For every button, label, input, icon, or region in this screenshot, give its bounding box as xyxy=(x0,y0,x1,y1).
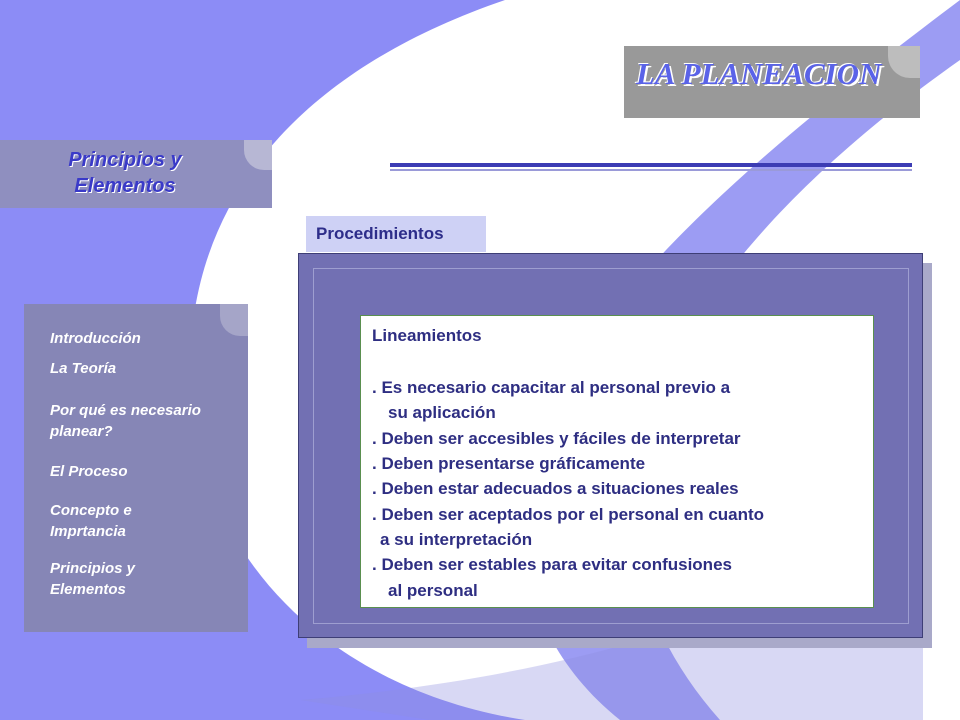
title-corner xyxy=(888,46,920,78)
nav-item-label: Por qué es necesario xyxy=(50,402,201,419)
content-line: su aplicación xyxy=(388,403,496,422)
section-heading xyxy=(0,147,250,199)
content-line: . Deben presentarse gráficamente xyxy=(372,454,646,473)
nav-item-label-line2: Imprtancia xyxy=(50,523,126,540)
nav-item-label: La Teoría xyxy=(50,360,117,377)
section-heading-line1: Principios y xyxy=(68,149,182,171)
title-underline-secondary xyxy=(390,169,912,171)
section-heading-line2: Elementos xyxy=(74,175,176,197)
nav-item-label: El Proceso xyxy=(50,463,128,480)
section-heading-box xyxy=(0,140,272,208)
content-line: . Es necesario capacitar al personal previo a xyxy=(372,378,731,397)
lineamientos-box xyxy=(360,315,874,608)
nav-item-label: Concepto e xyxy=(50,502,132,519)
nav-item-por-que-planear[interactable] xyxy=(50,400,245,442)
nav-item-la-teoria[interactable] xyxy=(50,358,245,379)
tab-procedimientos[interactable] xyxy=(306,216,486,252)
content-line: . Deben estar adecuados a situaciones reales xyxy=(372,479,739,498)
nav-item-concepto-importancia[interactable] xyxy=(50,500,245,542)
tab-label: Procedimientos xyxy=(316,224,444,243)
title-underline xyxy=(390,163,912,167)
page-title: LA PLANEACION xyxy=(636,56,882,91)
content-line: . Deben ser estables para evitar confusiones xyxy=(372,555,732,574)
content-line: . Deben ser accesibles y fáciles de interpretar xyxy=(372,429,741,448)
title-box xyxy=(624,46,920,118)
content-line: . Deben ser aceptados por el personal en cuanto xyxy=(372,505,765,524)
content-line: al personal xyxy=(388,581,478,600)
nav-item-label: Introducción xyxy=(50,330,141,347)
content-title: Lineamientos xyxy=(372,326,482,345)
nav-item-el-proceso[interactable] xyxy=(50,461,245,482)
nav-item-label-line2: Elementos xyxy=(50,581,126,598)
nav-item-principios-elementos[interactable] xyxy=(50,558,245,600)
nav-item-label-line2: planear? xyxy=(50,423,113,440)
navigation-menu xyxy=(24,304,248,632)
content-line: a su interpretación xyxy=(380,530,533,549)
nav-item-label: Principios y xyxy=(50,560,136,577)
nav-item-introduccion[interactable] xyxy=(50,328,245,349)
